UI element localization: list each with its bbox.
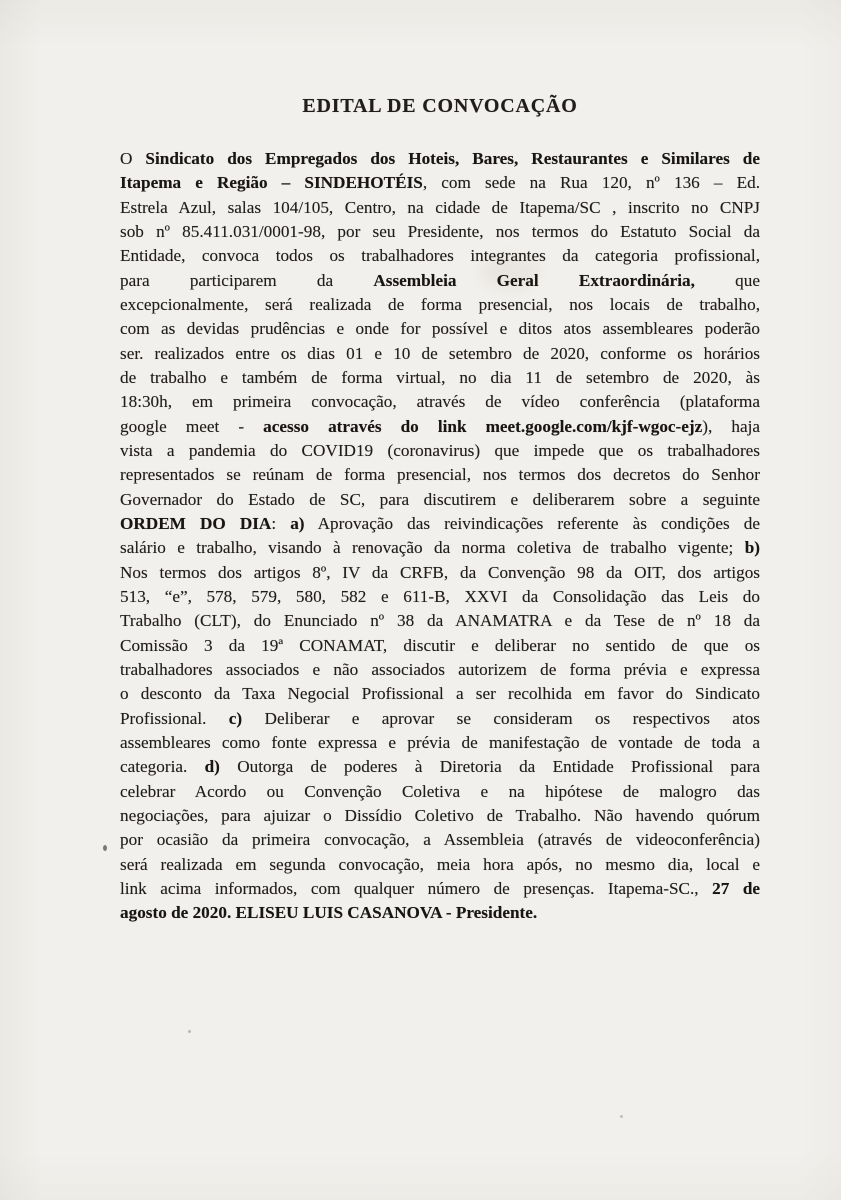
text-segment: assembleares como fonte expressa e prévia de manifestação de vontade de toda a	[120, 732, 760, 752]
document-line	[120, 512, 760, 536]
text-segment: Governador do Estado de SC, para discutirem e deliberarem sobre a seguinte	[120, 489, 760, 509]
text-segment: trabalhadores associados e não associados autorizem de forma prévia e expressa	[120, 659, 760, 679]
text-segment: será realizada em segunda convocação, meia hora após, no mesmo dia, local e	[120, 854, 760, 874]
text-segment: por ocasião da primeira convocação, a Assembleia (através de videoconferência)	[120, 830, 760, 850]
bold-text-segment: d)	[204, 757, 220, 777]
text-segment: Trabalho (CLT), do Enunciado nº 38 da ANAMATRA e da Tese de nº 18 da	[120, 611, 760, 631]
text-segment: Profissional.	[120, 708, 229, 728]
text-segment: google meet -	[120, 416, 264, 436]
document-line	[120, 682, 760, 706]
text-segment: 513, “e”, 578, 579, 580, 582 e 611-B, XXVI da Consolidação das Leis do	[120, 586, 760, 606]
text-segment: celebrar Acordo ou Convenção Coletiva e na hipótese de malogro das	[120, 781, 760, 801]
text-segment: Nos termos dos artigos 8º, IV da CRFB, da Convenção 98 da OIT, dos artigos	[120, 562, 760, 582]
text-segment: que	[694, 270, 760, 290]
text-segment: negociações, para ajuizar o Dissídio Coletivo de Trabalho. Não havendo quórum	[120, 805, 760, 825]
text-segment: O	[120, 149, 146, 168]
text-segment: o desconto da Taxa Negocial Profissional a ser recolhida em favor do Sindicato	[120, 684, 760, 704]
document-line	[120, 804, 760, 828]
document-line	[120, 244, 760, 268]
document-line	[120, 293, 760, 317]
document-line	[120, 439, 760, 463]
document-line	[120, 780, 760, 804]
document-body	[120, 147, 760, 926]
bold-text-segment: a)	[290, 513, 305, 533]
document-line	[120, 390, 760, 414]
document-line	[120, 536, 760, 560]
document-line	[120, 196, 760, 220]
text-segment: link acima informados, com qualquer número de presenças. Itapema-SC.,	[120, 878, 713, 898]
scan-speck	[188, 1030, 191, 1033]
text-segment: vista a pandemia do COVID19 (coronavirus) que impede que os trabalhadores	[120, 440, 760, 460]
document-line	[120, 853, 760, 877]
document-line	[120, 415, 760, 439]
document-line	[120, 707, 760, 731]
bold-text-segment: b)	[744, 538, 760, 558]
text-segment: categoria.	[120, 757, 205, 777]
scan-speck	[103, 845, 107, 851]
text-segment: Deliberar e aprovar se consideram os respectivos atos	[242, 708, 760, 728]
text-segment: excepcionalmente, será realizada de forma presencial, nos locais de trabalho,	[120, 294, 760, 314]
text-segment: com as devidas prudências e onde for possível e ditos atos assembleares poderão	[120, 319, 760, 339]
text-segment: Estrela Azul, salas 104/105, Centro, na cidade de Itapema/SC , inscrito no CNPJ	[120, 197, 760, 217]
bold-text-segment: Itapema e Região – SINDEHOTÉIS	[120, 173, 423, 193]
document-line	[120, 877, 760, 901]
document-line	[120, 366, 760, 390]
text-segment: :	[271, 513, 291, 533]
bold-text-segment: 27 de	[712, 878, 760, 898]
document-line	[120, 317, 760, 341]
document-title: EDITAL DE CONVOCAÇÃO	[302, 95, 578, 117]
bold-text-segment: Assembleia Geral Extraordinária,	[373, 270, 695, 290]
text-segment: 18:30h, em primeira convocação, através de vídeo conferência (plataforma	[120, 392, 760, 412]
bold-text-segment: ORDEM DO DIA	[120, 513, 272, 533]
text-segment: Outorga de poderes à Diretoria da Entidade Profissional para	[219, 757, 760, 777]
text-segment: ser. realizados entre os dias 01 e 10 de setembro de 2020, conforme os horários	[120, 343, 760, 363]
document-line	[120, 634, 760, 658]
text-segment: Entidade, convoca todos os trabalhadores integrantes da categoria profissional,	[120, 246, 760, 266]
document-line	[120, 755, 760, 779]
text-segment: , com sede na Rua 120, nº 136 – Ed.	[422, 173, 760, 193]
text-segment: Comissão 3 da 19ª CONAMAT, discutir e deliberar no sentido de que os	[120, 635, 760, 655]
document-line	[120, 658, 760, 682]
bold-text-segment: acesso através do link meet.google.com/kjf-wgoc-ejz	[263, 416, 703, 436]
text-segment: de trabalho e também de forma virtual, no dia 11 de setembro de 2020, às	[120, 367, 760, 387]
document-line	[120, 147, 760, 171]
text-segment: Aprovação das reivindicações referente às condições de	[304, 513, 760, 533]
document-line	[120, 269, 760, 293]
text-segment: sob nº 85.411.031/0001-98, por seu Presidente, nos termos do Estatuto Social da	[120, 221, 760, 241]
document-line	[120, 220, 760, 244]
document-line	[120, 901, 760, 925]
bold-text-segment: agosto de 2020. ELISEU LUIS CASANOVA - Presidente.	[120, 903, 538, 923]
document-line	[120, 828, 760, 852]
bold-text-segment: c)	[228, 708, 243, 728]
scan-speck	[620, 1115, 623, 1118]
document-line	[120, 585, 760, 609]
document-line	[120, 171, 760, 195]
document-line	[120, 731, 760, 755]
text-segment: salário e trabalho, visando à renovação da norma coletiva de trabalho vigente;	[120, 538, 745, 558]
document-line	[120, 342, 760, 366]
document-text-column	[120, 94, 760, 926]
bold-text-segment: Sindicato dos Empregados dos Hoteis, Bares, Restaurantes e Similares de	[145, 149, 760, 168]
text-segment: ), haja	[702, 416, 760, 436]
document-line	[120, 609, 760, 633]
document-line	[120, 561, 760, 585]
document-line	[120, 488, 760, 512]
text-segment: para participarem da	[120, 270, 374, 290]
document-line	[120, 463, 760, 487]
text-segment: representados se reúnam de forma presencial, nos termos dos decretos do Senhor	[120, 465, 760, 485]
